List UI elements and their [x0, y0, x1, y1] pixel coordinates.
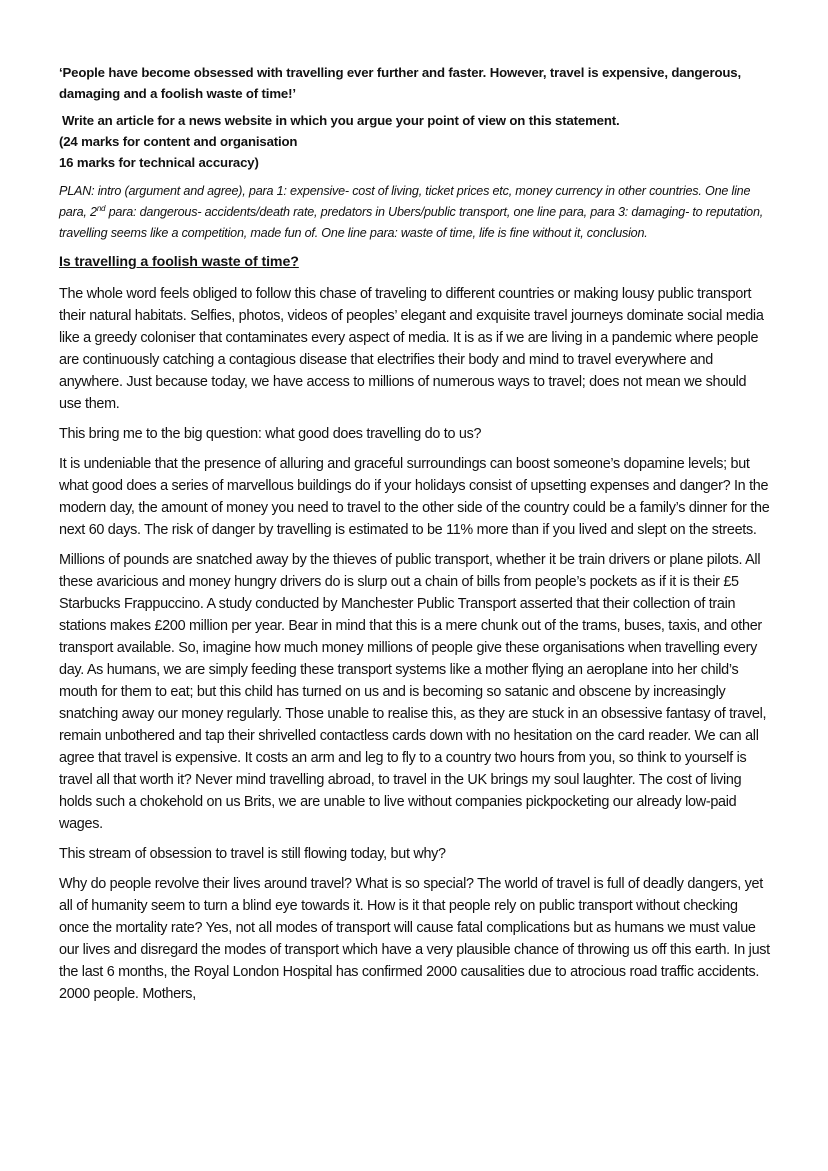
- article-paragraph: Why do people revolve their lives around travel? What is so special? The world of travel is full of deadly dangers, yet all of humanity seem to turn a blind eye towards it. How is it that people rely on public transport without checking once the mortality rate? Yes, not all modes of transport will cause fatal complications but as humans we must value our lives and disregard the modes of transport which have a very plausible chance of throwing us off this earth. In just the last 6 months, the Royal London Hospital has confirmed 2000 causalities due to atrocious road traffic accidents. 2000 people. Mothers,: [59, 876, 770, 1002]
- marks-content: (24 marks for content and organisation: [59, 134, 298, 149]
- prompt-quote: ‘People have become obsessed with travelling ever further and faster. However, travel is expensive, dangerous, damaging and a foolish waste of time!’: [59, 65, 741, 101]
- task-instructions: [59, 110, 771, 173]
- article-paragraph: It is undeniable that the presence of alluring and graceful surroundings can boost someone’s dopamine levels; but what good does a series of marvellous buildings do if your holidays consist of upsetting expenses and danger? In the modern day, the amount of money you need to travel to the other side of the country could be a family’s dinner for the next 60 days. The risk of danger by travelling is estimated to be 11% more than if you lived and slept on the streets.: [59, 456, 770, 538]
- plan-text-part2: para: dangerous- accidents/death rate, predators in Ubers/public transport, one line para, para 3: damaging- to reputation, travelling seems like a competition, made fun of. One line para: waste of time, life is fine without it, conclusion.: [59, 205, 764, 240]
- essay-plan: [59, 181, 771, 244]
- task-statement: Write an article for a news website in which you argue your point of view on this statement.: [62, 113, 620, 128]
- marks-accuracy: 16 marks for technical accuracy): [59, 155, 259, 170]
- article-paragraph: This bring me to the big question: what good does travelling do to us?: [59, 426, 482, 442]
- article-paragraph: Millions of pounds are snatched away by the thieves of public transport, whether it be train drivers or plane pilots. All these avaricious and money hungry drivers do is slurp out a chain of bills from people’s pockets as if it is their £5 Starbucks Frappuccino. A study conducted by Manchester Public Transport asserted that their collection of train stations makes £200 million per year. Bear in mind that this is a mere chunk out of the trams, buses, taxis, and other transport available. So, imagine how much money millions of people give these organisations when travelling every day. As humans, we are simply feeding these transport systems like a mother flying an aeroplane into her child’s mouth for them to eat; but this child has turned on us and is becoming so satanic and obscene by increasingly snatching away our money regularly. Those unable to realise this, as they are stuck in an obsessive fantasy of travel, remain unbothered and tap their shrivelled contactless cards down with no hesitation on the card reader. We can all agree that travel is expensive. It costs an arm and leg to fly to a country two hours from you, so think to yourself is travel all that worth it? Never mind travelling abroad, to travel in the UK brings my soul laughter. The cost of living holds such a chokehold on us Brits, we are unable to live without companies pickpocketing our already low-paid wages.: [59, 552, 767, 832]
- article-paragraph: This stream of obsession to travel is still flowing today, but why?: [59, 846, 446, 862]
- article-paragraph: The whole word feels obliged to follow this chase of traveling to different countries or making lousy public transport their natural habitats. Selfies, photos, videos of peoples’ elegant and exquisite travel journeys dominate social media like a greedy coloniser that contaminates every aspect of media. It is as if we are living in a pandemic where people are continuously catching a contagious disease that electrifies their body and mind to travel everywhere and anywhere. Just because today, we have access to millions of numerous ways to travel; does not mean we should use them.: [59, 286, 764, 412]
- article-title: Is travelling a foolish waste of time?: [59, 254, 299, 270]
- plan-superscript: nd: [96, 203, 106, 213]
- plan-text-part1: PLAN: intro (argument and agree), para 1: expensive- cost of living, ticket prices etc, money currency in other countries. One line para, 2: [59, 184, 751, 219]
- document-page: [59, 62, 771, 1005]
